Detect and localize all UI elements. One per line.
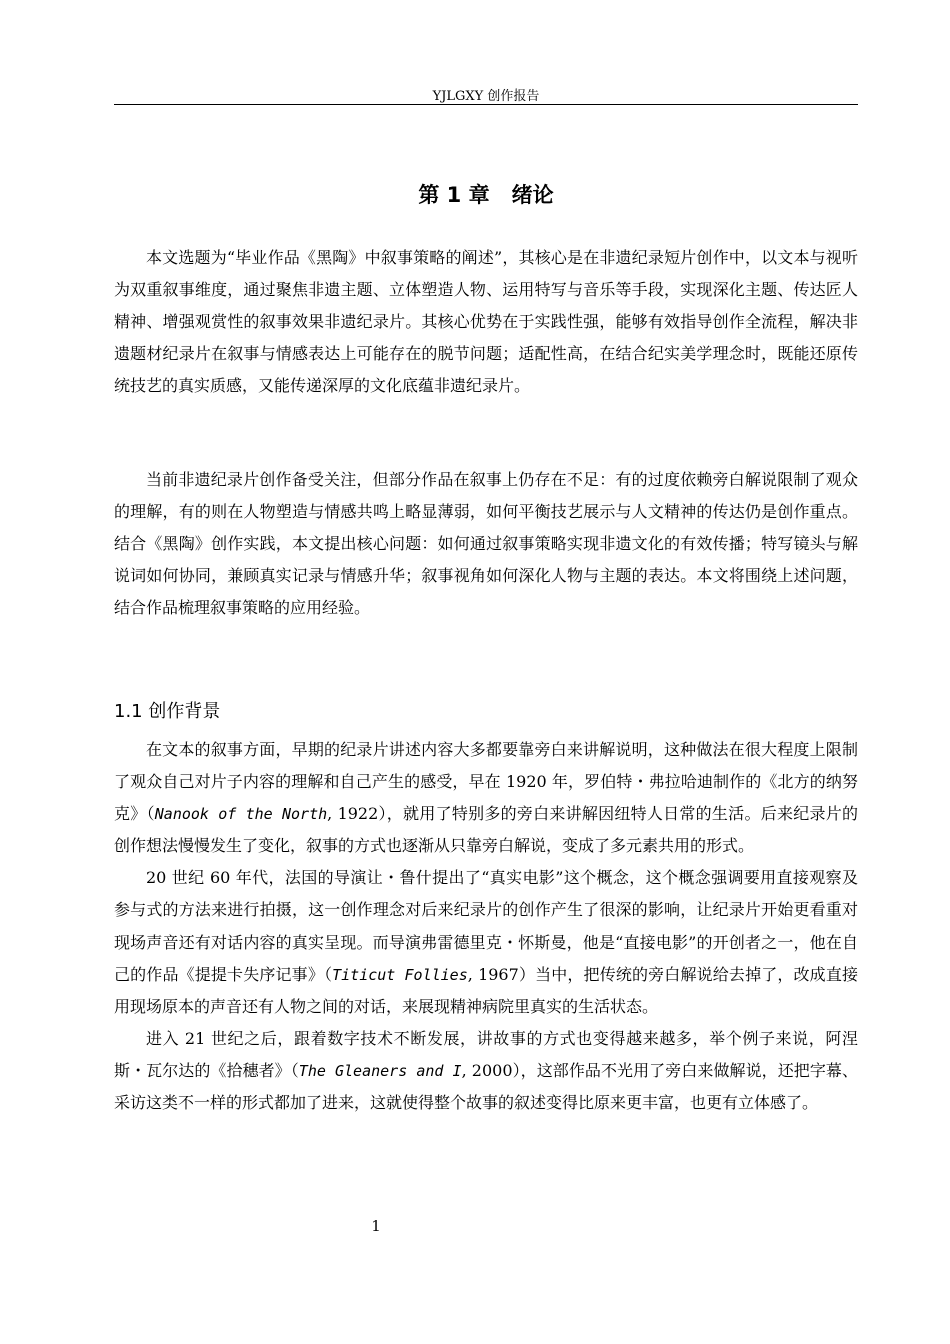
running-header: YJLGXY 创作报告 — [432, 89, 540, 104]
intro-paragraph-2 — [114, 464, 858, 624]
header-rule — [114, 104, 858, 105]
intro-paragraph-1 — [114, 242, 858, 402]
paragraph: 在文本的叙事方面，早期的纪录片讲述内容大多都要靠旁白来讲解说明，这种做法在很大程度上限制了观众自己对片子内容的理解和自己产生的感受，早在 1920 年，罗伯特・弗拉哈迪制作的《北方的纳努克》（Nanook of the North, 1922），就用了特别多的旁白来讲解因纽特人日常的生活。后来纪录片的创作想法慢慢发生了变化，叙事的方式也逐渐从只靠旁白解说，变成了多元素共用的形式。 — [114, 740, 858, 856]
film-title: Titicut Follies — [332, 965, 468, 984]
page-number: 1 — [371, 1217, 381, 1235]
paragraph: 本文选题为“毕业作品《黑陶》中叙事策略的阐述”，其核心是在非遗纪录短片创作中，以文本与视听为双重叙事维度，通过聚焦非遗主题、立体塑造人物、运用特写与音乐等手段，实现深化主题、传达匠人精神、增强观赏性的叙事效果非遗纪录片。其核心优势在于实践性强，能够有效指导创作全流程，解决非遗题材纪录片在叙事与情感表达上可能存在的脱节问题；适配性高，在结合纪实美学理念时，既能还原传统技艺的真实质感，又能传递深厚的文化底蕴非遗纪录片。 — [114, 248, 858, 396]
chapter-name: 绪论 — [511, 183, 554, 207]
film-title: The Gleaners and I — [298, 1061, 462, 1080]
paragraph: 进入 21 世纪之后，跟着数字技术不断发展，讲故事的方式也变得越来越多，举个例子来说，阿涅斯・瓦尔达的《拾穗者》（The Gleaners and I, 2000），这部作品不光用了旁白来做解说，还把字幕、采访这类不一样的形式都加了进来，这就使得整个故事的叙述变得比原来更丰富，也更有立体感了。 — [114, 1028, 858, 1113]
chapter-number: 第 1 章 — [418, 183, 490, 207]
section-heading: 1.1 创作背景 — [114, 701, 221, 722]
film-title: Nanook of the North — [154, 805, 328, 824]
chapter-title — [114, 178, 858, 212]
paragraph: 20 世纪 60 年代，法国的导演让・鲁什提出了“真实电影”这个概念，这个概念强调要用直接观察及参与式的方法来进行拍摄，这一创作理念对后来纪录片的创作产生了很深的影响，让纪录片开始更看重对现场声音还有对话内容的真实呈现。而导演弗雷德里克・怀斯曼，他是“直接电影”的开创者之一，他在自己的作品《提提卡失序记事》（Titicut Follies, 1967）当中，把传统的旁白解说给去掉了，改成直接用现场原本的声音还有人物之间的对话，来展现精神病院里真实的生活状态。 — [114, 868, 858, 1016]
paragraph: 当前非遗纪录片创作备受关注，但部分作品在叙事上仍存在不足：有的过度依赖旁白解说限制了观众的理解，有的则在人物塑造与情感共鸣上略显薄弱，如何平衡技艺展示与人文精神的传达仍是创作重点。结合《黑陶》创作实践，本文提出核心问题：如何通过叙事策略实现非遗文化的有效传播；特写镜头与解说词如何协同，兼顾真实记录与情感升华；叙事视角如何深化人物与主题的表达。本文将围绕上述问题，结合作品梳理叙事策略的应用经验。 — [114, 470, 858, 618]
section-body — [114, 734, 858, 1119]
